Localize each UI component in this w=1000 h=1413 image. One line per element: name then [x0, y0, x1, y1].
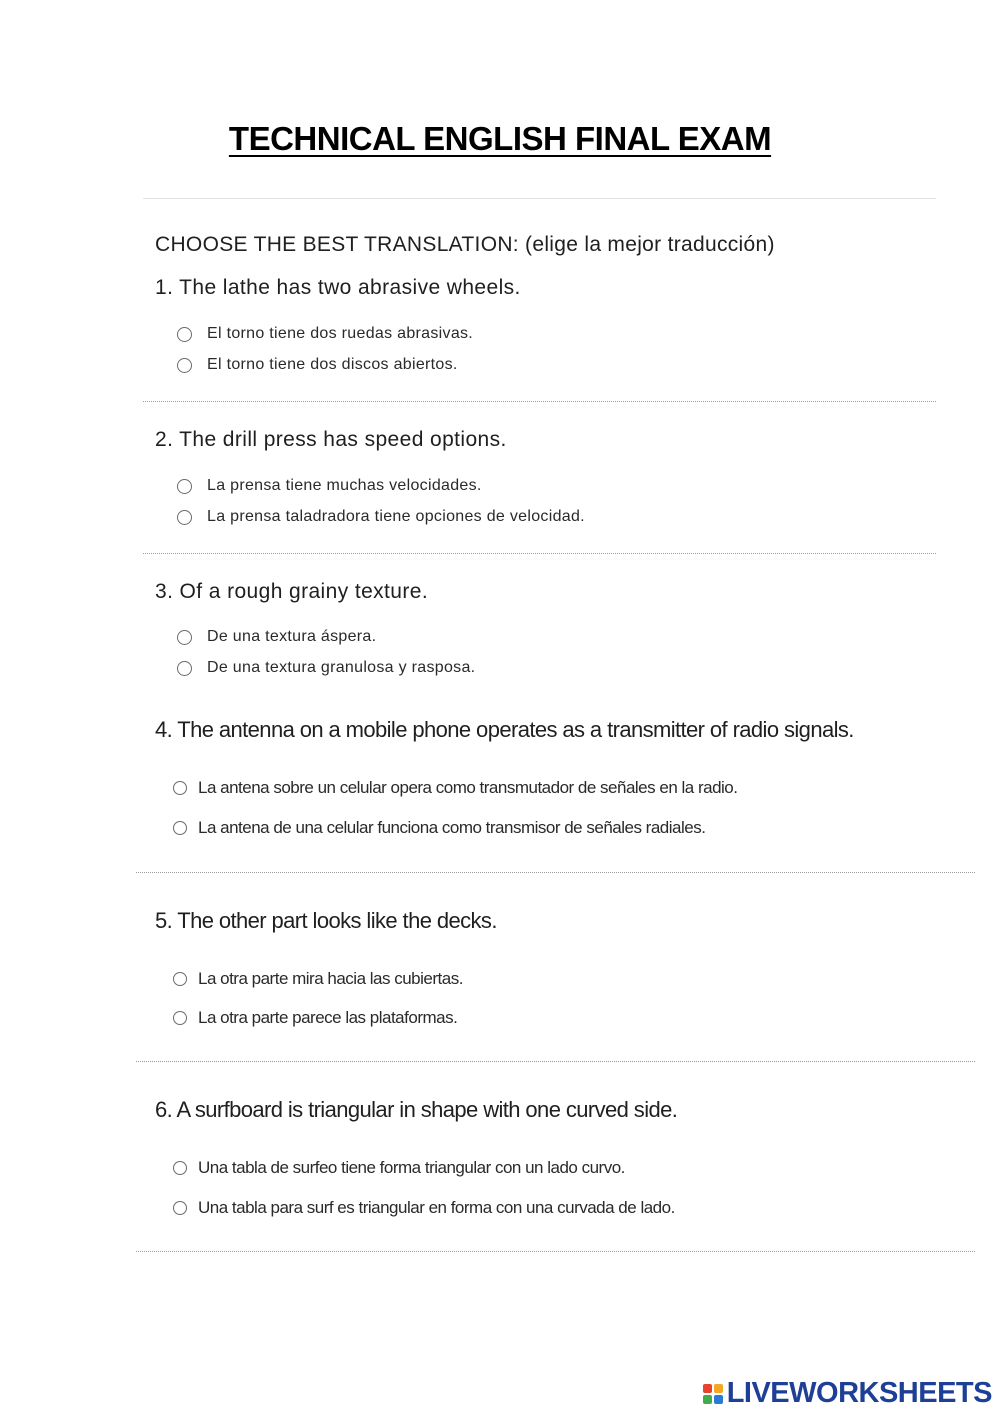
option-3a[interactable]	[177, 628, 376, 646]
question-text: 5. The other part looks like the decks.	[155, 908, 497, 933]
option-6a[interactable]	[173, 1158, 625, 1178]
option-label: De una textura granulosa y rasposa.	[207, 659, 476, 676]
option-label: El torno tiene dos ruedas abrasivas.	[207, 325, 474, 342]
option-6b[interactable]	[173, 1198, 675, 1218]
brand-name: LIVEWORKSHEETS	[726, 1377, 992, 1409]
option-label: La prensa taladradora tiene opciones de velocidad.	[207, 508, 585, 525]
radio-button[interactable]	[177, 661, 192, 676]
option-label: El torno tiene dos discos abiertos.	[207, 356, 458, 373]
radio-button[interactable]	[177, 358, 192, 373]
question-divider	[136, 1251, 975, 1252]
question-text: 2. The drill press has speed options.	[155, 428, 507, 451]
option-label: La otra parte parece las plataformas.	[198, 1008, 458, 1027]
option-label: La antena sobre un celular opera como transmutador de señales en la radio.	[198, 778, 738, 797]
radio-button[interactable]	[177, 630, 192, 645]
option-label: La otra parte mira hacia las cubiertas.	[198, 969, 463, 988]
option-4b[interactable]	[173, 818, 705, 838]
radio-button[interactable]	[173, 781, 187, 795]
liveworksheets-logo-icon	[703, 1384, 723, 1404]
logo-square-red	[703, 1384, 712, 1393]
question-text: 6. A surfboard is triangular in shape with one curved side.	[155, 1097, 678, 1122]
option-label: Una tabla para surf es triangular en forma con una curvada de lado.	[198, 1198, 675, 1217]
option-1a[interactable]	[177, 325, 473, 343]
option-label: Una tabla de surfeo tiene forma triangular con un lado curvo.	[198, 1158, 625, 1177]
logo-square-blue	[714, 1395, 723, 1404]
option-1b[interactable]	[177, 356, 458, 374]
radio-button[interactable]	[177, 327, 192, 342]
question-divider	[136, 1061, 975, 1062]
liveworksheets-logo	[703, 1377, 992, 1410]
question-text: 1. The lathe has two abrasive wheels.	[155, 276, 521, 299]
radio-button[interactable]	[173, 1161, 187, 1175]
radio-button[interactable]	[177, 510, 192, 525]
question-text: 3. Of a rough grainy texture.	[155, 580, 429, 603]
radio-button[interactable]	[177, 479, 192, 494]
header-divider	[143, 198, 936, 199]
option-2a[interactable]	[177, 477, 482, 495]
question-text: 4. The antenna on a mobile phone operates as a transmitter of radio signals.	[155, 717, 854, 742]
radio-button[interactable]	[173, 972, 187, 986]
option-label: La prensa tiene muchas velocidades.	[207, 477, 482, 494]
question-divider	[143, 401, 936, 402]
option-4a[interactable]	[173, 778, 737, 798]
exam-title: TECHNICAL ENGLISH FINAL EXAM	[228, 120, 772, 157]
option-2b[interactable]	[177, 508, 585, 526]
option-label: La antena de una celular funciona como transmisor de señales radiales.	[198, 818, 706, 837]
logo-square-green	[703, 1395, 712, 1404]
option-label: De una textura áspera.	[207, 628, 377, 645]
instruction-text: CHOOSE THE BEST TRANSLATION: (elige la mejor traducción)	[155, 233, 775, 256]
logo-square-orange	[714, 1384, 723, 1393]
option-3b[interactable]	[177, 659, 475, 677]
question-divider	[143, 553, 936, 554]
option-5a[interactable]	[173, 969, 463, 989]
radio-button[interactable]	[173, 821, 187, 835]
question-divider	[136, 872, 975, 873]
option-5b[interactable]	[173, 1008, 457, 1028]
radio-button[interactable]	[173, 1011, 187, 1025]
radio-button[interactable]	[173, 1201, 187, 1215]
